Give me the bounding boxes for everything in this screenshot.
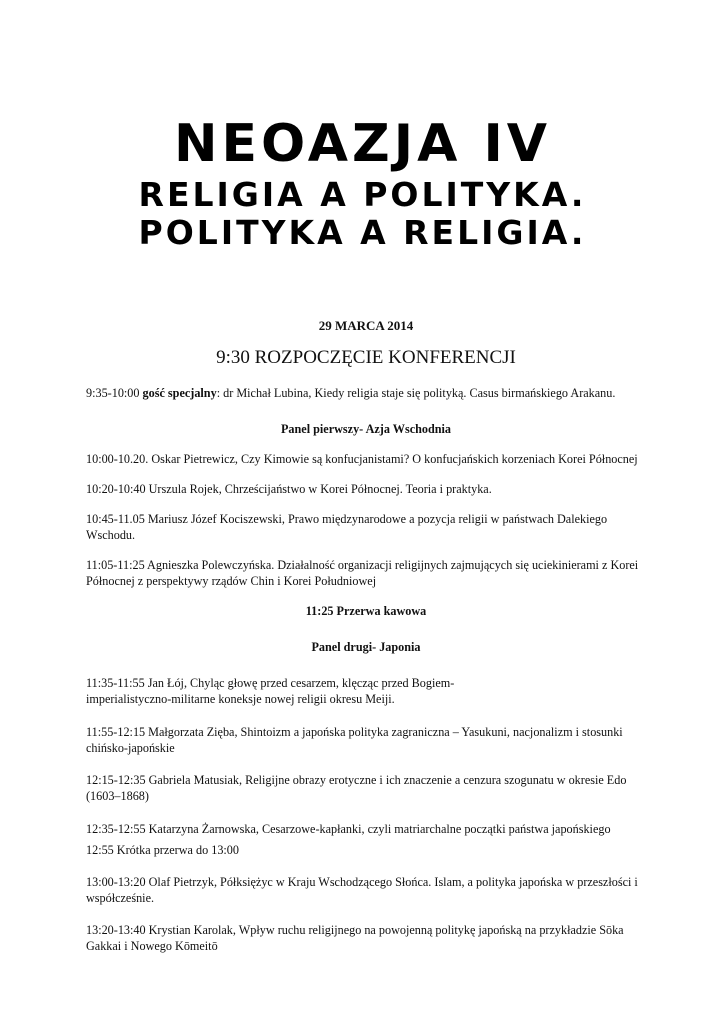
panel-1-talk-2: 10:20-10:40 Urszula Rojek, Chrześcijaństwo w Korei Północnej. Teoria i praktyka. xyxy=(86,482,492,496)
panel-2-talk-5: 13:00-13:20 Olaf Pietrzyk, Półksiężyc w Kraju Wschodzącego Słońca. Islam, a polityka japońska w przeszłości i współcześnie. xyxy=(86,875,638,905)
panel-2-talk-1-line-1: 11:35-11:55 Jan Łój, Chyląc głowę przed cesarzem, klęcząc przed Bogiem- xyxy=(86,676,455,690)
conference-date: 29 MARCA 2014 xyxy=(318,318,414,333)
short-break: 12:55 Krótka przerwa do 13:00 xyxy=(86,843,239,857)
panel-1-title: Panel pierwszy- Azja Wschodnia xyxy=(280,422,452,436)
panel-2-talk-6: 13:20-13:40 Krystian Karolak, Wpływ ruchu religijnego na powojenną politykę japońską na przykładzie Sōka Gakkai i Nowego Kōmeitō xyxy=(86,923,624,953)
panel-2-talk-2: 11:55-12:15 Małgorzata Zięba, Shintoizm a japońska polityka zagraniczna – Yasukuni, nacjonalizm i stosunki chińsko-japońskie xyxy=(86,725,623,755)
programme xyxy=(86,318,646,954)
coffee-break: 11:25 Przerwa kawowa xyxy=(305,604,427,618)
opening-heading: 9:30 ROZPOCZĘCIE KONFERENCJI xyxy=(216,347,516,368)
panel-2-talk-4: 12:35-12:55 Katarzyna Żarnowska, Cesarzowe-kapłanki, czyli matriarchalne początki państwa japońskiego xyxy=(86,822,611,836)
guest-label: gość specjalny xyxy=(142,386,217,400)
panel-2-talk-1-line-2: imperialistyczno-militarne koneksje nowej religii okresu Meiji. xyxy=(86,692,395,706)
header xyxy=(0,112,725,252)
panel-1-talk-1: 10:00-10.20. Oskar Pietrewicz, Czy Kimowie są konfucjanistami? O konfucjańskich korzeniach Korei Północnej xyxy=(86,452,638,466)
panel-2-talk-1 xyxy=(86,675,646,707)
conference-title: NEOAZJA IV xyxy=(173,114,552,174)
conference-subtitle-line-1: RELIGIA A POLITYKA. xyxy=(138,175,587,214)
guest-talk xyxy=(86,385,646,401)
panel-1-talk-3: 10:45-11.05 Mariusz Józef Kociszewski, Prawo międzynarodowe a pozycja religii w państwach Dalekiego Wschodu. xyxy=(86,512,608,542)
panel-1-talk-4: 11:05-11:25 Agnieszka Polewczyńska. Działalność organizacji religijnych zajmujących się uciekinierami z Korei Północnej z perspektywy rządów Chin i Korei Południowej xyxy=(86,558,639,588)
guest-talk-text: : dr Michał Lubina, Kiedy religia staje się polityką. Casus birmańskiego Arakanu. xyxy=(216,386,616,400)
panel-2-talk-3: 12:15-12:35 Gabriela Matusiak, Religijne obrazy erotyczne i ich znaczenie a cenzura szogunatu w okresie Edo (1603–1868) xyxy=(86,773,627,803)
guest-time: 9:35-10:00 xyxy=(86,386,140,400)
conference-subtitle-line-2: POLITYKA A RELIGIA. xyxy=(138,213,587,252)
panel-2-title: Panel drugi- Japonia xyxy=(311,640,421,654)
